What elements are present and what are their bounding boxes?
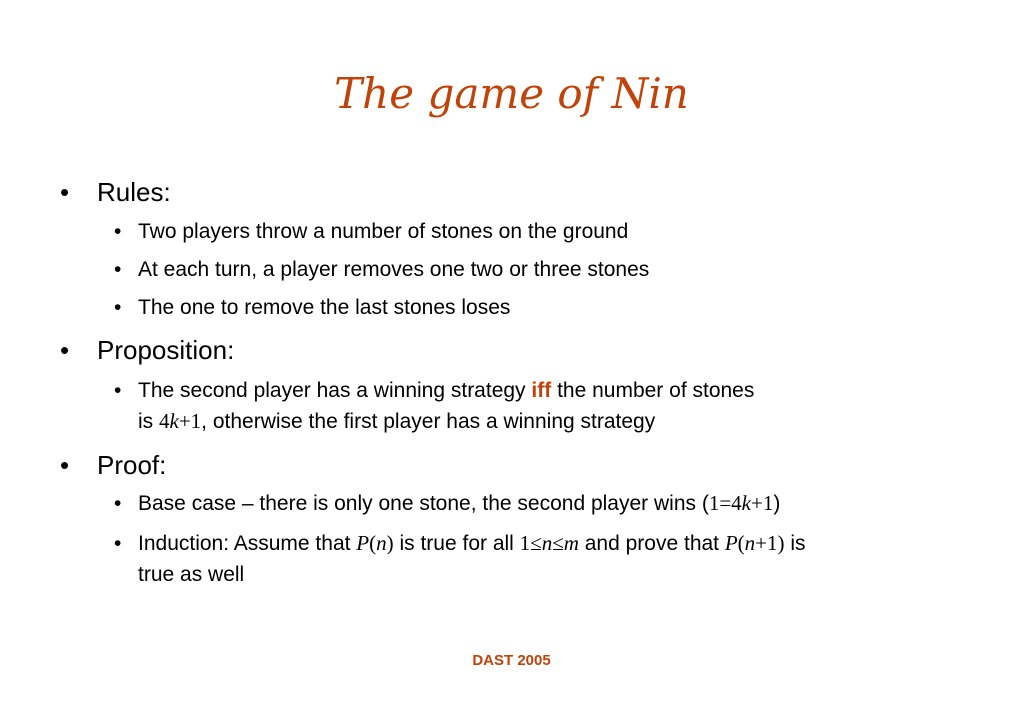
footer-label: DAST 2005 [472, 652, 551, 669]
proposition-line-1: The second player has a winning strategy iff the number of stones [138, 379, 755, 402]
bullet-dot: • [60, 450, 70, 480]
proof-base-text: Base case – there is only one stone, the second player wins (1=4k+1) [138, 491, 781, 515]
rule-text: At each turn, a player removes one two or three stones [138, 258, 650, 281]
bullet-dot: • [114, 379, 122, 402]
bullet-dot: • [114, 532, 122, 555]
iff-highlight: iff [531, 379, 552, 402]
proposition-line-2: is 4k+1, otherwise the first player has a winning strategy [138, 409, 656, 433]
proof-induction-line-2: true as well [138, 563, 245, 586]
bullet-dot: • [114, 492, 122, 515]
bullet-dot: • [60, 177, 70, 207]
proposition-heading: Proposition: [97, 335, 235, 365]
rule-text: Two players throw a number of stones on the ground [138, 220, 629, 243]
rules-heading: Rules: [97, 177, 171, 207]
bullet-dot: • [114, 220, 122, 243]
bullet-dot: • [114, 258, 122, 281]
bullet-dot: • [60, 335, 70, 365]
proof-induction-line-1: Induction: Assume that P(n) is true for all 1≤n≤m and prove that P(n+1) is [138, 531, 806, 555]
proof-heading: Proof: [97, 450, 167, 480]
bullet-dot: • [114, 296, 122, 319]
rule-text: The one to remove the last stones loses [138, 296, 511, 319]
slide-title: The game of Nin [334, 69, 689, 118]
